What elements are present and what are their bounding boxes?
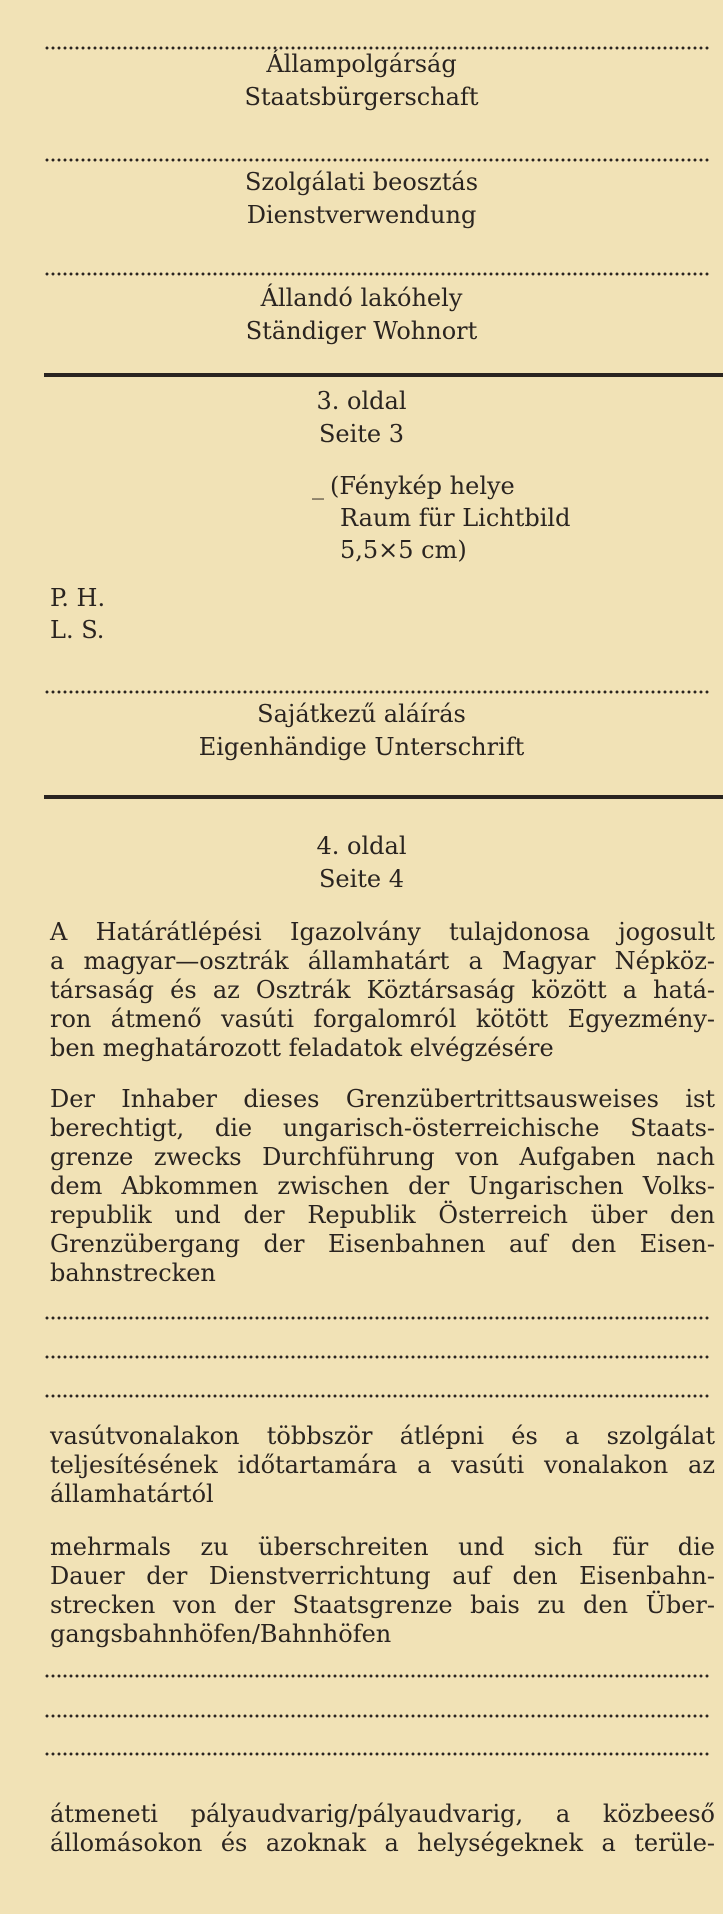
page-number-hu: 3. oldal — [316, 387, 407, 415]
assignment-label — [0, 166, 723, 232]
label-hu: Állandó lakóhely — [260, 284, 463, 312]
text-line: gangsbahnhöfen/Bahnhöfen — [50, 1620, 392, 1648]
dotted-fill-line — [44, 1752, 709, 1756]
page-number-de: Seite 4 — [318, 865, 405, 893]
text-line: államhatártól — [50, 1480, 214, 1508]
stamp-line-1: P. H. — [50, 584, 106, 612]
label-hu: Szolgálati beosztás — [244, 168, 479, 196]
text-line: dem Abkommen zwischen der Ungarischen Volks- — [50, 1172, 715, 1200]
photo-line-1: (Fénykép helye — [330, 472, 515, 500]
photo-placeholder — [312, 470, 571, 566]
dotted-fill-line — [44, 272, 709, 276]
text-line: strecken von der Staatsgrenze bais zu den Über- — [50, 1591, 715, 1619]
text-line: republik und der Republik Österreich über den — [50, 1201, 715, 1229]
text-line: bahnstrecken — [50, 1259, 216, 1287]
dotted-fill-line — [44, 1394, 709, 1398]
dotted-fill-line — [44, 158, 709, 162]
label-de: Dienstverwendung — [246, 201, 477, 229]
text-line: ben meghatározott feladatok elvégzésére — [50, 1034, 554, 1062]
text-line: berechtigt, die ungarisch-österreichische Staats- — [50, 1114, 715, 1142]
page4-heading — [0, 830, 723, 896]
photo-dash: _ — [312, 472, 324, 500]
text-line: társaság és az Osztrák Köztársaság között a hatá- — [50, 976, 715, 1004]
dotted-fill-line — [44, 1316, 709, 1320]
text-line: grenze zwecks Durchführung von Aufgaben nach — [50, 1143, 715, 1171]
photo-line-2: Raum für Lichtbild — [340, 504, 571, 532]
dotted-fill-line — [44, 1714, 709, 1718]
stamp-placeholder — [50, 582, 105, 646]
label-de: Eigenhändige Unterschrift — [198, 733, 525, 761]
page-divider — [44, 795, 723, 799]
station-text-hu — [50, 1800, 715, 1858]
authorization-text-de — [50, 1085, 715, 1288]
text-line: Der Inhaber dieses Grenzübertrittsausweises ist — [50, 1085, 715, 1113]
label-de: Ständiger Wohnort — [245, 317, 478, 345]
signature-line — [44, 690, 709, 694]
text-line: Dauer der Dienstverrichtung auf den Eisenbahn- — [50, 1562, 715, 1590]
page-divider — [44, 373, 723, 377]
label-hu: Állampolgárság — [266, 50, 457, 78]
residence-label — [0, 282, 723, 348]
page3-heading — [0, 385, 723, 451]
stamp-line-2: L. S. — [50, 616, 105, 644]
signature-label — [0, 698, 723, 764]
dotted-fill-line — [44, 1355, 709, 1359]
page-number-de: Seite 3 — [318, 420, 405, 448]
route-text-hu — [50, 1422, 715, 1509]
text-line: a magyar—osztrák államhatárt a Magyar Népköz- — [50, 947, 715, 975]
text-line: ron átmenő vasúti forgalomról kötött Egyezmény- — [50, 1005, 715, 1033]
text-line: átmeneti pályaudvarig/pályaudvarig, a közbeeső — [50, 1800, 715, 1828]
photo-line-3: 5,5×5 cm) — [340, 536, 467, 564]
route-text-de — [50, 1533, 715, 1649]
citizenship-label — [0, 48, 723, 114]
text-line: A Határátlépési Igazolvány tulajdonosa jogosult — [50, 918, 715, 946]
text-line: teljesítésének időtartamára a vasúti vonalakon az — [50, 1451, 715, 1479]
label-de: Staatsbürgerschaft — [244, 83, 479, 111]
dotted-fill-line — [44, 1674, 709, 1678]
page-number-hu: 4. oldal — [316, 832, 407, 860]
text-line: Grenzübergang der Eisenbahnen auf den Eisen- — [50, 1230, 715, 1258]
authorization-text-hu — [50, 918, 715, 1063]
label-hu: Sajátkezű aláírás — [257, 700, 466, 728]
text-line: vasútvonalakon többször átlépni és a szolgálat — [50, 1422, 715, 1450]
text-line: állomásokon és azoknak a helységeknek a terüle- — [50, 1829, 715, 1857]
text-line: mehrmals zu überschreiten und sich für die — [50, 1533, 715, 1561]
